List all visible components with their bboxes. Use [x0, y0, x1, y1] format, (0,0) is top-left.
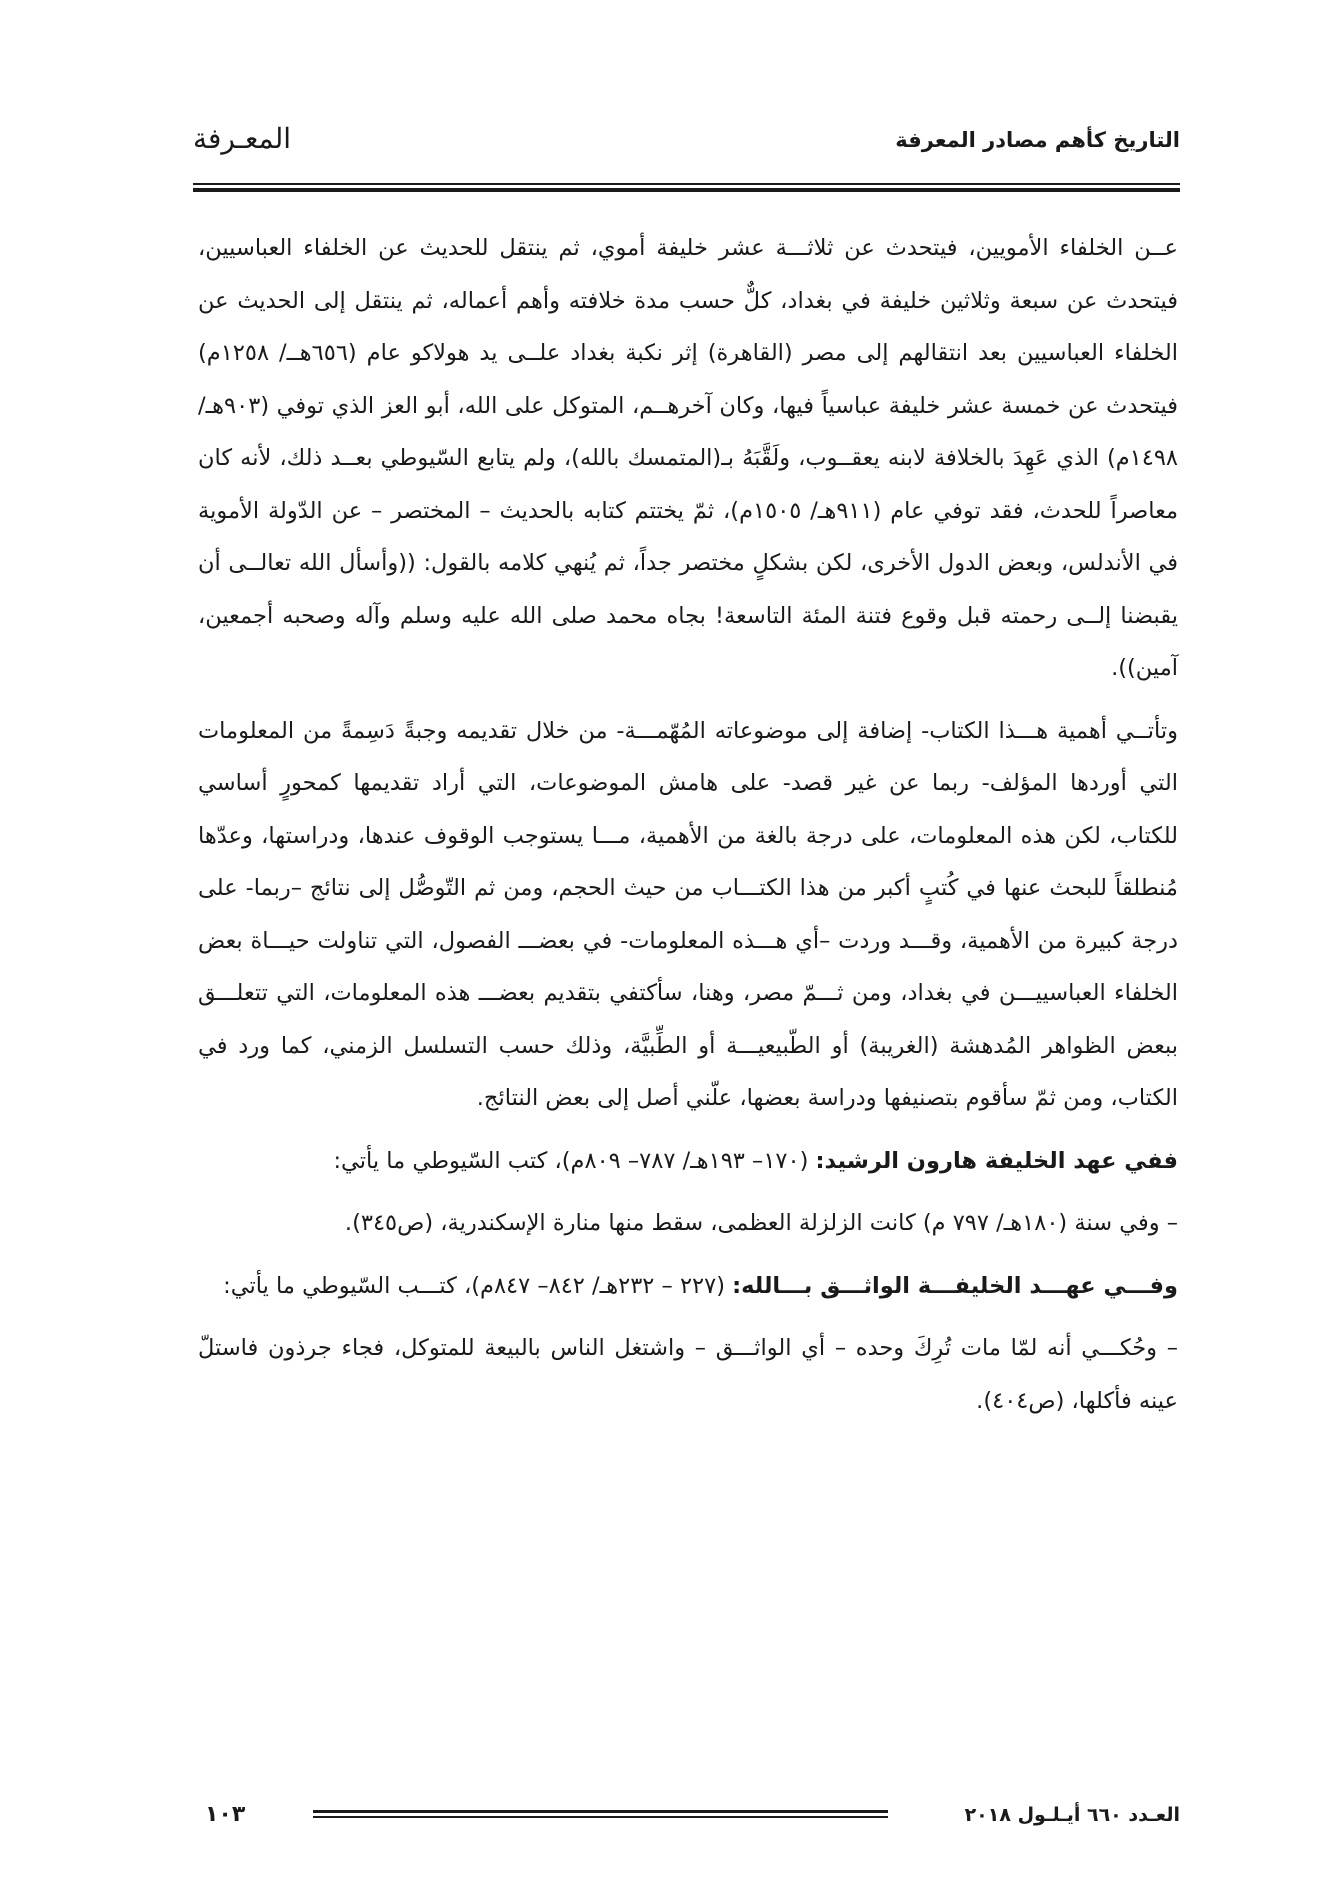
entry-lead: وفـــي عهـــد الخليفـــة الواثـــق بـــالله: — [732, 1272, 1178, 1299]
article-body — [198, 222, 1178, 1437]
paragraph: عــن الخلفاء الأمويين، فيتحدث عن ثلاثـــة عشر خليفة أموي، ثم ينتقل للحديث عن الخلفاء العباسيين، فيتحدث عن سبعة وثلاثين خليفة في بغداد، كلٌّ حسب مدة خلافته وأهم أعماله، ثم ينتقل إلى الحديث عن الخلفاء العباسيين بعد انتقالهم إلى مصر (القاهرة) إثر نكبة بغداد علــى يد هولاكو عام (٦٥٦هــ/ ١٢٥٨م) فيتحدث عن خمسة عشر خليفة عباسياً فيها، وكان آخرهــم، المتوكل على الله، أبو العز الذي توفي (٩٠٣هـ/ ١٤٩٨م) الذي عَهِدَ بالخلافة لابنه يعقــوب، ولَقَّبَهُ بـ(المتمسك بالله)، ولم يتابع السّيوطي بعــد ذلك، لأنه كان معاصراً للحدث، فقد توفي عام (٩١١هـ/ ١٥٠٥م)، ثمّ يختتم كتابه بالحديث – المختصر – عن الدّولة الأموية في الأندلس، وبعض الدول الأخرى، لكن بشكلٍ مختصر جداً، ثم يُنهي كلامه بالقول: ((وأسأل الله تعالــى أن يقبضنا إلــى رحمته قبل وقوع فتنة المئة التاسعة! بجاه محمد صلى الله عليه وسلم وآله وصحبه أجمعين، آمين)). — [198, 235, 1178, 681]
running-title: التاريخ كأهم مصادر المعرفة — [895, 128, 1180, 152]
page-number: ١٠٣ — [205, 1802, 246, 1827]
entry-text: – وفي سنة (١٨٠هـ/ ٧٩٧ م) كانت الزلزلة العظمى، سقط منها منارة الإسكندرية، (ص٣٤٥). — [344, 1210, 1178, 1236]
entry-lead: ففي عهد الخليفة هارون الرشيد: — [815, 1147, 1178, 1174]
entry-text: – وحُكـــي أنه لمّا مات تُرِكَ وحده – أي الواثـــق – واشتغل الناس بالبيعة للمتوكل، فجاء جرذون فاستلّ عينه فأكلها، (ص٤٠٤). — [198, 1335, 1178, 1414]
entry-text: (١٧٠– ١٩٣هـ/ ٧٨٧– ٨٠٩م)، كتب السّيوطي ما يأتي: — [333, 1147, 816, 1174]
header-rule-thin — [193, 183, 1180, 185]
entry-wathiq — [198, 1260, 1178, 1313]
entry-harun — [198, 1135, 1178, 1188]
entry-rat — [198, 1322, 1178, 1427]
entry-earthquake — [198, 1197, 1178, 1250]
paragraph: وتأتــي أهمية هـــذا الكتاب- إضافة إلى موضوعاته المُهّمـــة- من خلال تقديمه وجبةً دَسِمةً من المعلومات التي أوردها المؤلف- ربما عن غير قصد- على هامش الموضوعات، التي أراد تقديمها كمحورٍ أساسي للكتاب، لكن هذه المعلومات، على درجة بالغة من الأهمية، مـــا يستوجب الوقوف عندها، ودراستها، وعدّها مُنطلقاً للبحث عنها في كُتبٍ أكبر من هذا الكتـــاب من حيث الحجم، ومن ثم التّوصُّل إلى نتائج –ربما- على درجة كبيرة من الأهمية، وقـــد وردت –أي هـــذه المعلومات- في بعضـــ الفصول، التي تناولت حيـــاة بعض الخلفاء العباسييـــن في بغداد، ومن ثـــمّ مصر، وهنا، سأكتفي بتقديم بعضـــ هذه المعلومات، التي تتعلـــق ببعض الظواهر المُدهشة (الغريبة) أو الطّبيعيـــة أو الطِّبيَّة، وذلك حسب التسلسل الزمني، كما ورد في الكتاب، ومن ثمّ سأقوم بتصنيفها ودراسة بعضها، علّني أصل إلى بعض النتائج. — [198, 717, 1178, 1111]
journal-logo: المعـرفة — [193, 122, 292, 155]
page-footer — [193, 1804, 1180, 1844]
footer-rule-bottom — [313, 1816, 888, 1818]
page-header — [193, 122, 1180, 174]
entry-text: (٢٢٧ – ٢٣٢هـ/ ٨٤٢– ٨٤٧م)، كتـــب السّيوطي ما يأتي: — [223, 1272, 733, 1299]
footer-rule-top — [313, 1810, 888, 1813]
header-rule-thick — [193, 188, 1180, 192]
issue-info: العـدد ٦٦٠ أيـلـول ٢٠١٨ — [964, 1804, 1180, 1826]
